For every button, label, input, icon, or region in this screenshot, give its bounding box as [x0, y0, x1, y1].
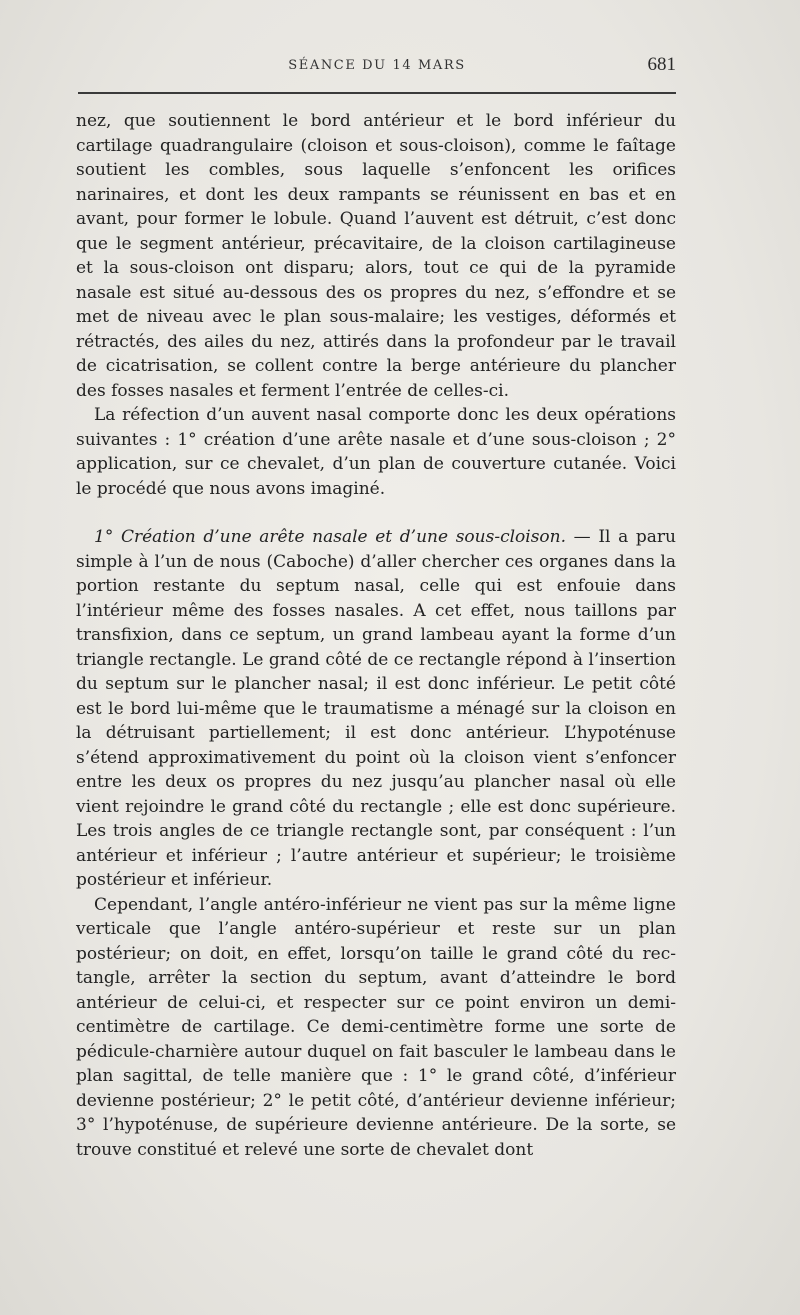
page-number: 681 [647, 54, 676, 75]
running-title: SÉANCE DU 14 MARS [288, 58, 466, 73]
paragraph-2-text: La réfection d’un auvent nasal comporte donc les deux opérations suivantes : 1° création d’une arête nasale et d’une sous-cloison ; 2° application, sur ce chevalet, d’un plan de couverture cutanée. Voici le procédé que nous avons imaginé. [76, 405, 676, 499]
paragraph-3-text: — Il a paru simple à l’un de nous (Caboche) d’aller chercher ces organes dans la portion restante du septum nasal, celle qui est enfouie dans l’intérieur même des fosses nasales. A cet effet, nous taillons par transfixion, dans ce septum, un grand lambeau ayant la forme d’un triangle rectangle. Le grand côté de ce rectangle répond à l’insertion du septum sur le plancher nasal; il est donc inférieur. Le petit côté est le bord lui-même que le traumatisme a ménagé sur la cloison en la détruisant partiellement; il est donc antérieur. L’hypoténuse s’étend approximativement du point où la cloison vient s’enfoncer entre les deux os propres du nez jusqu’au plancher nasal où elle vient rejoindre le grand côté du rectangle ; elle est donc supérieure. Les trois angles de ce triangle rectangle sont, par conséquent : l’un antérieur et inférieur ; l’autre antérieur et supérieur; le troisième postérieur et inférieur. [76, 527, 676, 890]
paragraph-2 [76, 403, 676, 501]
paragraph-1-text: nez, que soutiennent le bord antérieur et le bord inférieur du cartilage quadrangulaire (cloison et sous-cloison), comme le faîtage soutient les combles, sous laquelle s’enfoncent les orifices narinaires, et dont les deux rampants se réunissent en bas et en avant, pour former le lobule. Quand l’auvent est détruit, c’est donc que le segment antérieur, précavitaire, de la cloison cartilagineuse et la sous-cloison ont disparu; alors, tout ce qui de la pyramide nasale est situé au-dessous des os propres du nez, s’effondre et se met de niveau avec le plan sous-malaire; les vestiges, déformés et rétractés, des ailes du nez, attirés dans la profondeur par le travail de cicatrisation, se collent contre la berge antérieure du plancher des fosses nasales et ferment l’entrée de celles-ci. [76, 111, 676, 401]
paragraph-1 [76, 109, 676, 403]
running-header [78, 54, 676, 82]
paragraph-4 [76, 893, 676, 1163]
paragraph-3 [76, 525, 676, 893]
section-title: 1° Création d’une arête nasale et d’une sous-cloison. [94, 527, 567, 547]
header-rule [78, 92, 676, 94]
body-text [76, 109, 676, 1162]
paragraph-4-text: Cependant, l’angle antéro-inférieur ne vient pas sur la même ligne verticale que l’angle antéro-supérieur et reste sur un plan postérieur; on doit, en effet, lorsqu’on taille le grand côté du rectangle, arrêter la section du septum, avant d’atteindre le bord antérieur de celui-ci, et respecter sur ce point environ un demi-centimètre de cartilage. Ce demi-centimètre forme une sorte de pédicule-charnière autour duquel on fait basculer le lambeau dans le plan sagittal, de telle manière que : 1° le grand côté, d’inférieur devienne postérieur; 2° le petit côté, d’antérieur devienne inférieur; 3° l’hypoténuse, de supérieure devienne antérieure. De la sorte, se trouve constitué et relevé une sorte de chevalet dont [76, 894, 676, 1160]
